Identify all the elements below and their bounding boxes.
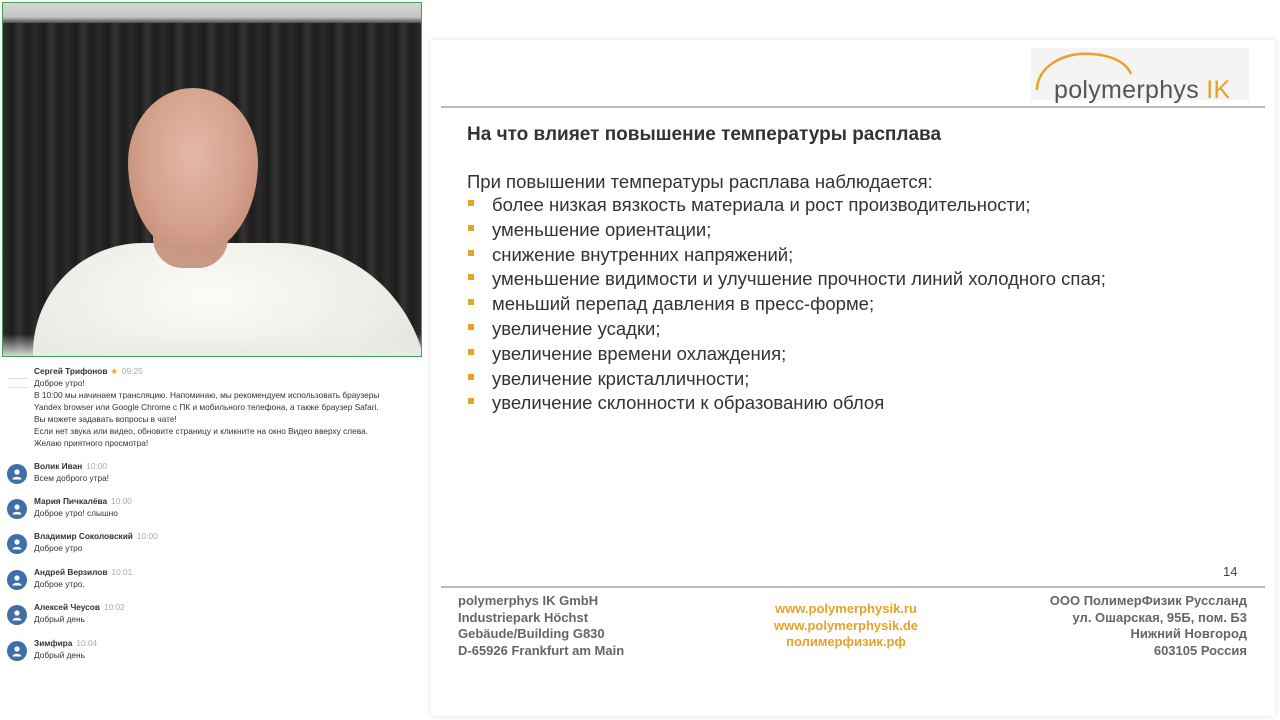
user-avatar <box>7 499 27 519</box>
message-author: Зимфира <box>34 638 73 648</box>
page-number: 14 <box>1223 564 1238 579</box>
message-author: Алексей Чеусов <box>34 602 100 612</box>
bullet-item: увеличение склонности к образованию облоя <box>467 392 1106 417</box>
bullet-item: более низкая вязкость материала и рост производительности; <box>467 194 1106 219</box>
message-line: Yandex browser или Google Chrome с ПК и мобильного телефона, а также браузер Safari. <box>34 402 379 412</box>
chat-message <box>0 460 425 490</box>
slide-title: На что влияет повышение температуры расплава <box>467 124 942 145</box>
message-line: Доброе утро <box>34 543 83 553</box>
footer-address-ru <box>1050 593 1247 659</box>
message-time: 10:04 <box>76 638 98 648</box>
message-line: Всем доброго утра! <box>34 473 109 483</box>
message-header <box>34 566 132 578</box>
bullet-list <box>467 194 1106 417</box>
website-link[interactable]: www.polymerphysik.ru <box>775 601 917 616</box>
company-logo <box>1031 48 1249 104</box>
message-text <box>34 377 419 449</box>
message-line: Доброе утро. <box>34 579 85 589</box>
bullet-item: уменьшение ориентации; <box>467 219 1106 244</box>
message-text <box>34 507 419 519</box>
message-text <box>34 613 419 625</box>
user-avatar <box>7 570 27 590</box>
message-line: Желаю приятного просмотра! <box>34 438 149 448</box>
footer-line: Industriepark Höchst <box>458 609 589 625</box>
header-divider <box>441 106 1265 108</box>
message-line: Доброе утро! слышно <box>34 508 118 518</box>
speaker-video[interactable] <box>2 2 422 357</box>
chat-message <box>0 495 425 525</box>
bullet-item: снижение внутренних напряжений; <box>467 244 1106 269</box>
speaker-head <box>128 88 258 253</box>
bullet-item: уменьшение видимости и улучшение прочности линий холодного спая; <box>467 268 1106 293</box>
message-header <box>34 365 143 377</box>
bullet-item: меньший перепад давления в пресс-форме; <box>467 293 1106 318</box>
message-text <box>34 472 419 484</box>
message-time: 10:00 <box>86 461 108 471</box>
message-header <box>34 637 97 649</box>
chat-message <box>0 566 425 596</box>
message-text <box>34 542 419 554</box>
message-line: Если нет звука или видео, обновите страницу и кликните на окно Видео вверху слева. <box>34 426 368 436</box>
footer-line: polymerphys IK GmbH <box>458 593 599 608</box>
user-avatar <box>7 464 27 484</box>
message-line: Добрый день <box>34 650 85 660</box>
message-time: 09:25 <box>121 366 143 376</box>
message-author: Андрей Верзилов <box>34 567 108 577</box>
message-text <box>34 578 419 590</box>
user-avatar <box>7 534 27 554</box>
footer-line: ООО ПолимерФизик Руссланд <box>1049 593 1247 608</box>
message-author: Владимир Соколовский <box>34 531 133 541</box>
message-line: Вы можете задавать вопросы в чате! <box>34 414 177 424</box>
footer-line: Gebäude/Building G830 <box>458 626 605 641</box>
message-line: Добрый день <box>34 614 85 624</box>
footer-line: 603105 Россия <box>1153 642 1247 658</box>
star-icon: ★ <box>110 366 118 376</box>
message-time: 10:01 <box>111 567 133 577</box>
user-icon <box>11 503 23 515</box>
chat-panel <box>0 360 425 720</box>
slide-intro: При повышении температуры расплава наблюдается: <box>467 171 933 192</box>
website-link[interactable]: www.polymerphysik.de <box>773 617 918 633</box>
logo-name: polymerphys <box>1054 76 1200 104</box>
footer-line: D-65926 Frankfurt am Main <box>458 642 625 658</box>
footer-line: Нижний Новгород <box>1130 626 1247 641</box>
website-link[interactable]: полимерфизик.рф <box>786 634 906 649</box>
message-header <box>34 460 107 472</box>
message-line: Доброе утро! <box>34 378 85 388</box>
footer-line: ул. Ошарская, 95Б, пом. Б3 <box>1072 609 1247 625</box>
user-icon <box>11 574 23 586</box>
chat-message <box>0 601 425 631</box>
user-avatar <box>7 605 27 625</box>
message-line: В 10:00 мы начинаем трансляцию. Напоминаю, мы рекомендуем использовать браузеры <box>34 390 380 400</box>
footer-divider <box>441 586 1265 588</box>
message-header <box>34 530 158 542</box>
user-icon <box>11 468 23 480</box>
user-avatar <box>7 641 27 661</box>
footer-websites <box>761 593 931 651</box>
message-time: 10:02 <box>103 602 125 612</box>
message-time: 10:00 <box>136 531 158 541</box>
chat-message <box>0 530 425 560</box>
message-author: Сергей Трифонов <box>34 366 108 376</box>
message-header <box>34 495 132 507</box>
bullet-item: увеличение усадки; <box>467 318 1106 343</box>
user-icon <box>11 538 23 550</box>
user-icon <box>11 645 23 657</box>
video-bottom-fade <box>3 334 421 356</box>
moderator-logo-avatar <box>8 378 28 388</box>
user-icon <box>11 609 23 621</box>
chat-message <box>0 637 425 667</box>
logo-wordmark <box>1054 76 1231 105</box>
message-text <box>34 649 419 661</box>
message-author: Мария Пичкалёва <box>34 496 108 506</box>
chat-message <box>0 365 425 455</box>
presentation-slide <box>431 40 1275 716</box>
logo-suffix: IK <box>1206 76 1231 104</box>
message-author: Волик Иван <box>34 461 83 471</box>
message-header <box>34 601 125 613</box>
message-time: 10:00 <box>111 496 132 506</box>
footer-address-de <box>458 593 624 659</box>
bullet-item: увеличение времени охлаждения; <box>467 343 1106 368</box>
bullet-item: увеличение кристалличности; <box>467 368 1106 393</box>
